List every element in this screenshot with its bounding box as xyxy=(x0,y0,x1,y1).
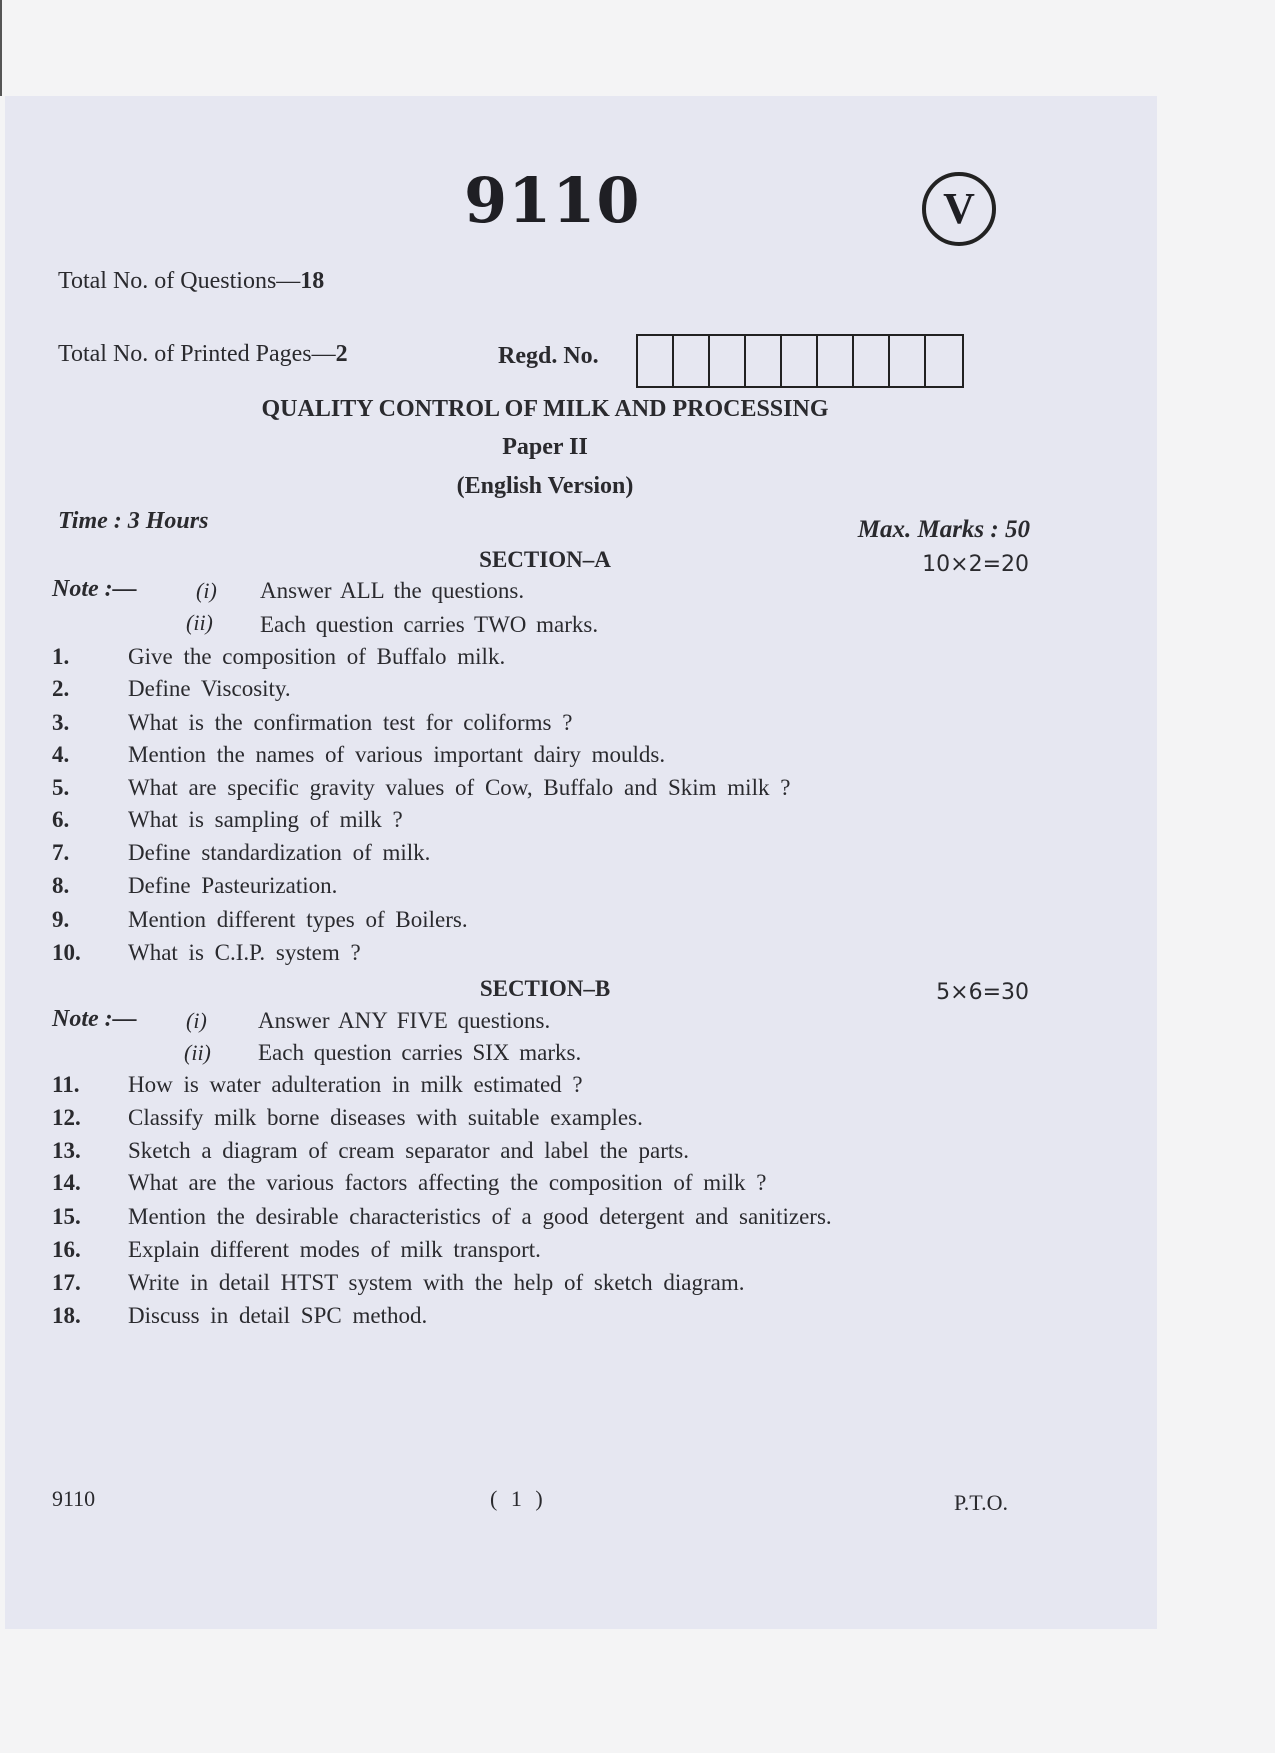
section-a-note-num: (i) xyxy=(196,578,217,603)
section-a-title: SECTION–A xyxy=(479,547,611,572)
question-number: 1. xyxy=(52,644,70,669)
section-a-marks: 10×2=20 xyxy=(922,552,1029,577)
question-text: What is C.I.P. system ? xyxy=(128,940,361,965)
question-number: 3. xyxy=(52,710,70,735)
section-b-note: Answer ANY FIVE questions. xyxy=(258,1008,551,1033)
question-text: Sketch a diagram of cream separator and label the parts. xyxy=(128,1138,689,1163)
section-a-note-num: (ii) xyxy=(186,610,213,635)
question-item xyxy=(52,1170,766,1202)
total-questions-label: Total No. of Questions— xyxy=(58,268,301,294)
question-text: Write in detail HTST system with the help of sketch diagram. xyxy=(128,1270,745,1295)
total-questions-value: 18 xyxy=(300,268,325,294)
footer-paper-code: 9110 xyxy=(52,1486,96,1511)
question-item xyxy=(52,775,790,807)
question-number: 11. xyxy=(52,1072,80,1097)
paper-code: 9110 xyxy=(464,164,641,237)
version-title: (English Version) xyxy=(456,473,634,499)
regd-digit-box xyxy=(854,336,890,386)
regd-digit-box xyxy=(890,336,926,386)
question-item xyxy=(52,907,468,939)
question-number: 4. xyxy=(52,742,70,767)
question-number: 18. xyxy=(52,1303,81,1328)
question-text: Define standardization of milk. xyxy=(128,840,431,865)
question-item xyxy=(52,840,430,872)
section-a-note: Answer ALL the questions. xyxy=(260,578,525,603)
section-b-title: SECTION–B xyxy=(479,976,611,1001)
question-text: Define Viscosity. xyxy=(128,676,291,701)
question-text: What are the various factors affecting the composition of milk ? xyxy=(128,1170,767,1195)
regd-label: Regd. No. xyxy=(498,343,599,369)
section-b-note: Each question carries SIX marks. xyxy=(258,1040,582,1065)
regd-number-boxes xyxy=(636,334,964,388)
section-a-note: Each question carries TWO marks. xyxy=(260,612,599,637)
version-badge: V xyxy=(922,172,996,246)
question-item xyxy=(52,1303,427,1335)
regd-digit-box xyxy=(818,336,854,386)
question-text: Classify milk borne diseases with suitable examples. xyxy=(128,1105,643,1130)
subject-title: QUALITY CONTROL OF MILK AND PROCESSING xyxy=(261,396,829,422)
section-b-marks: 5×6=30 xyxy=(936,980,1029,1005)
question-text: Explain different modes of milk transport. xyxy=(128,1237,541,1262)
regd-digit-box xyxy=(674,336,710,386)
regd-digit-box xyxy=(638,336,674,386)
question-number: 7. xyxy=(52,840,70,865)
section-a-note-label: Note :— xyxy=(52,576,137,602)
question-item xyxy=(52,1105,643,1137)
question-item xyxy=(52,1138,689,1170)
question-item xyxy=(52,644,505,676)
total-pages-value: 2 xyxy=(335,341,348,367)
total-pages xyxy=(58,341,348,368)
total-questions xyxy=(58,268,324,295)
max-marks: Max. Marks : 50 xyxy=(857,516,1030,543)
question-number: 6. xyxy=(52,807,70,832)
question-item xyxy=(52,742,665,774)
question-text: How is water adulteration in milk estimated ? xyxy=(128,1072,583,1097)
question-number: 12. xyxy=(52,1105,81,1130)
question-number: 10. xyxy=(52,940,81,965)
question-text: Define Pasteurization. xyxy=(128,873,338,898)
question-item xyxy=(52,1072,583,1104)
question-text: What is sampling of milk ? xyxy=(128,807,403,832)
regd-digit-box xyxy=(746,336,782,386)
section-b-note-num: (i) xyxy=(186,1008,207,1033)
question-number: 9. xyxy=(52,907,70,932)
question-item xyxy=(52,807,403,839)
regd-digit-box xyxy=(710,336,746,386)
question-item xyxy=(52,676,291,708)
regd-digit-box xyxy=(782,336,818,386)
question-text: Give the composition of Buffalo milk. xyxy=(128,644,506,669)
question-item xyxy=(52,710,572,742)
scan-edge xyxy=(0,0,2,96)
page-number: ( 1 ) xyxy=(490,1486,547,1511)
question-item xyxy=(52,940,361,972)
regd-digit-box xyxy=(926,336,962,386)
question-number: 15. xyxy=(52,1204,81,1229)
question-text: Discuss in detail SPC method. xyxy=(128,1303,428,1328)
question-text: What are specific gravity values of Cow, Buffalo and Skim milk ? xyxy=(128,775,791,800)
paper-number: Paper II xyxy=(502,434,588,460)
question-text: Mention different types of Boilers. xyxy=(128,907,468,932)
question-number: 2. xyxy=(52,676,70,701)
question-number: 16. xyxy=(52,1237,81,1262)
section-b-note-num: (ii) xyxy=(184,1040,211,1065)
question-text: Mention the desirable characteristics of a good detergent and sanitizers. xyxy=(128,1204,832,1229)
question-item xyxy=(52,1204,832,1236)
question-item xyxy=(52,873,337,905)
question-number: 8. xyxy=(52,873,70,898)
time-allowed: Time : 3 Hours xyxy=(58,508,209,534)
question-number: 14. xyxy=(52,1170,81,1195)
question-number: 5. xyxy=(52,775,70,800)
question-text: Mention the names of various important dairy moulds. xyxy=(128,742,666,767)
question-item xyxy=(52,1237,541,1269)
section-b-note-label: Note :— xyxy=(52,1006,137,1032)
question-item xyxy=(52,1270,745,1302)
question-text: What is the confirmation test for coliforms ? xyxy=(128,710,573,735)
please-turn-over: P.T.O. xyxy=(954,1490,1008,1515)
question-number: 13. xyxy=(52,1138,81,1163)
question-number: 17. xyxy=(52,1270,81,1295)
total-pages-label: Total No. of Printed Pages— xyxy=(58,341,336,367)
